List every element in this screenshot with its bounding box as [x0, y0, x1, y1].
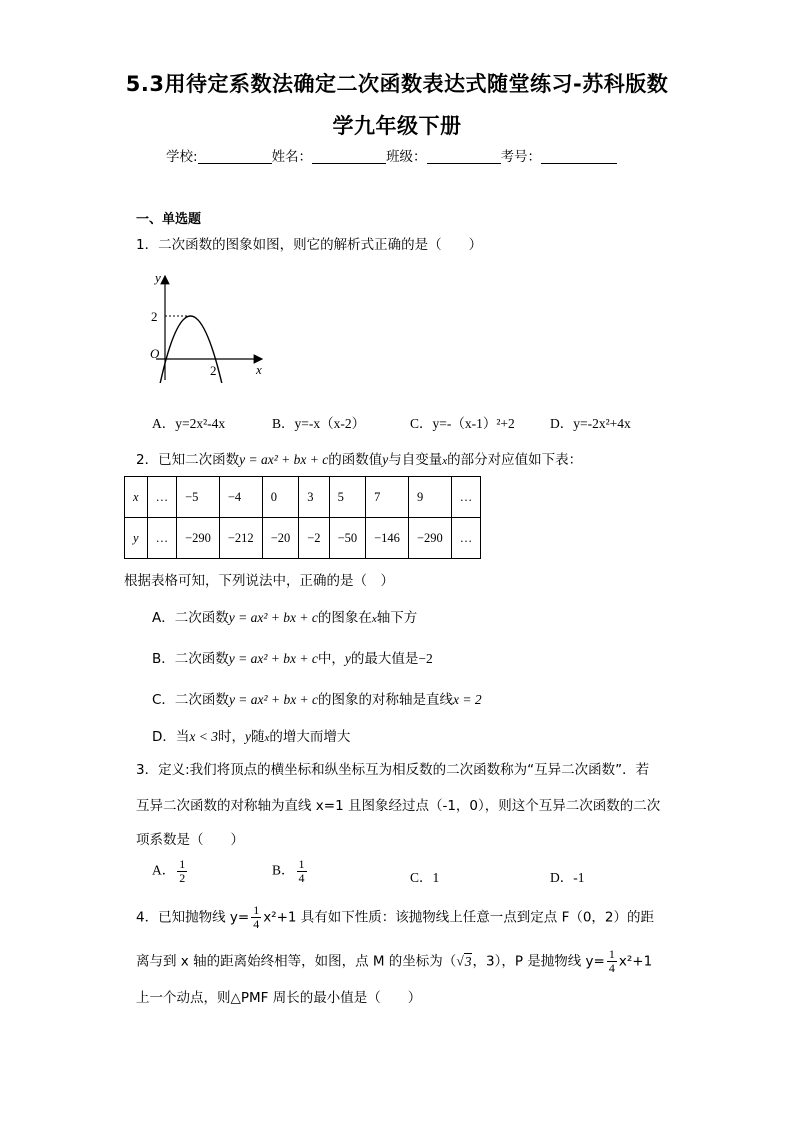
option-label: A． — [152, 862, 176, 878]
q4-line-1 — [136, 904, 654, 931]
numerator: 1 — [253, 903, 260, 917]
option-text: C．二次函数 — [152, 692, 229, 708]
denominator: 4 — [608, 961, 615, 975]
option-function: y = ax² + bx + c — [228, 610, 318, 625]
q4-line-2: 离与到 x 轴的距离始终相等，如图，点 M 的坐标为（√3，3），P 是抛物线 y= $\frac{1}{4}$ x²+1 — [136, 947, 653, 975]
q4-text: ，3），P 是抛物线 y= — [472, 953, 605, 970]
option-value: −2 — [418, 651, 433, 666]
option-var: x — [264, 732, 270, 744]
numerator: 1 — [298, 857, 305, 871]
table-cell: … — [147, 477, 177, 518]
table-cell: −290 — [177, 518, 220, 559]
fraction — [297, 858, 307, 885]
student-info-line — [166, 145, 617, 165]
table-cell: 3 — [299, 477, 329, 518]
q2-function: y = ax² + bx + c — [239, 452, 329, 467]
option-condition: x < 3 — [189, 729, 219, 744]
option-value: x = 2 — [453, 692, 482, 707]
table-cell: … — [451, 518, 481, 559]
option-var: y — [245, 729, 252, 744]
q3-option-d[interactable]: D．-1 — [550, 870, 585, 885]
school-blank[interactable] — [198, 149, 272, 164]
option-text: D．当 — [152, 729, 190, 745]
q1-option-c[interactable]: C．y=-（x-1）²+2 — [410, 416, 515, 431]
y-axis-label: y — [155, 270, 161, 285]
name-label: 姓名： — [271, 149, 313, 165]
numerator: 1 — [179, 857, 186, 871]
table-cell: 0 — [262, 477, 299, 518]
table-cell: −2 — [299, 518, 329, 559]
section-heading: 一、单选题 — [136, 212, 202, 227]
table-cell: … — [147, 518, 177, 559]
option-text: 轴下方 — [376, 610, 418, 626]
denominator: 2 — [179, 871, 186, 885]
y-tick-label: 2 — [151, 309, 158, 324]
q2-var-y: y — [382, 452, 389, 467]
numerator: 1 — [608, 947, 615, 961]
q1-option-d[interactable]: D．y=-2x²+4x — [550, 416, 631, 431]
table-cell: −4 — [219, 477, 262, 518]
q1-option-a[interactable]: A．y=2x²-4x — [152, 416, 226, 431]
q1-option-b[interactable]: B．y=-x（x-2） — [272, 416, 366, 431]
option-text: B．二次函数 — [152, 651, 229, 667]
q2-stem-part: 的函数值 — [328, 452, 383, 468]
table-cell: 9 — [408, 477, 451, 518]
denominator: 4 — [298, 871, 305, 885]
table-cell: −290 — [408, 518, 451, 559]
denominator: 4 — [253, 917, 260, 931]
fraction — [607, 948, 617, 975]
q4-text: x²+1 — [618, 953, 653, 970]
fraction — [251, 904, 261, 931]
option-text: 的图象的对称轴是直线 — [318, 692, 454, 708]
q3-line-2: 互异二次函数的对称轴为直线 x=1 且图象经过点（-1，0），则这个互异二次函数的二次 — [136, 798, 661, 814]
table-cell: 7 — [366, 477, 409, 518]
q3-line-3: 项系数是（ ） — [136, 832, 244, 848]
option-text: 中， — [317, 651, 345, 667]
q4-text: 4．已知抛物线 y= — [136, 909, 250, 926]
option-var: y — [344, 651, 351, 666]
option-text: 的最大值是 — [350, 651, 419, 667]
sqrt-radicand: 3 — [464, 953, 472, 969]
q2-option-c[interactable] — [152, 688, 482, 708]
table-row — [125, 477, 481, 518]
q4-text: 离与到 x 轴的距离始终相等，如图，点 M 的坐标为（ — [136, 953, 457, 970]
option-var: x — [371, 613, 377, 625]
option-label: B． — [272, 862, 295, 878]
number-blank[interactable] — [541, 149, 617, 164]
class-label: 班级： — [386, 149, 427, 165]
class-blank[interactable] — [427, 149, 501, 164]
q3-option-a[interactable] — [152, 858, 189, 885]
number-label: 考号： — [500, 149, 542, 165]
table-cell: −50 — [329, 518, 366, 559]
x-axis-label: x — [256, 362, 262, 377]
table-cell: −212 — [219, 518, 262, 559]
option-function: y = ax² + bx + c — [228, 651, 318, 666]
title-line-2: 学九年级下册 — [332, 114, 462, 138]
q3-line-1: 3．定义:我们将顶点的横坐标和纵坐标互为相反数的二次函数称为“互异二次函数”．若 — [136, 762, 650, 778]
title-line-1: 5.3用待定系数法确定二次函数表达式随堂练习-苏科版数 — [125, 72, 669, 96]
q3-option-b[interactable] — [272, 858, 309, 885]
table-header-cell: y — [125, 518, 148, 559]
q1-parabola-graph — [148, 268, 268, 383]
q2-question: 根据表格可知，下列说法中，正确的是（ ） — [124, 573, 394, 589]
q2-value-table — [124, 476, 481, 559]
option-text: 随 — [251, 729, 265, 745]
origin-label: O — [150, 346, 160, 361]
x-tick-label: 2 — [210, 363, 217, 378]
table-header-cell: x — [125, 477, 148, 518]
option-text: 的图象在 — [317, 610, 372, 626]
school-label: 学校: — [166, 149, 198, 165]
table-cell: −20 — [262, 518, 299, 559]
option-text: A．二次函数 — [152, 610, 229, 626]
q2-var-x: x — [442, 455, 448, 467]
q2-stem-part: 的部分对应值如下表： — [447, 452, 583, 468]
table-row — [125, 518, 481, 559]
option-function: y = ax² + bx + c — [228, 692, 319, 707]
q4-text: x²+1 具有如下性质：该抛物线上任意一点到定点 F（0，2）的距 — [263, 909, 655, 926]
table-cell: … — [451, 477, 481, 518]
q4-line-3: 上一个动点，则△PMF 周长的最小值是（ ） — [136, 990, 422, 1006]
q2-option-b[interactable] — [152, 647, 433, 667]
option-text: 时， — [218, 729, 246, 745]
table-cell: −146 — [366, 518, 409, 559]
q1-stem: 1．二次函数的图象如图，则它的解析式正确的是（ ） — [136, 237, 483, 253]
q2-stem-part: 与自变量 — [388, 452, 443, 468]
q2-stem-part: 2．已知二次函数 — [136, 452, 240, 468]
q2-option-a[interactable] — [152, 606, 417, 626]
q2-stem — [136, 448, 582, 468]
q3-option-c[interactable]: C．1 — [410, 870, 440, 885]
name-blank[interactable] — [312, 149, 386, 164]
table-cell: −5 — [177, 477, 220, 518]
q2-option-d[interactable] — [152, 725, 350, 745]
option-text: 的增大而增大 — [269, 729, 351, 745]
fraction — [177, 858, 187, 885]
table-cell: 5 — [329, 477, 366, 518]
